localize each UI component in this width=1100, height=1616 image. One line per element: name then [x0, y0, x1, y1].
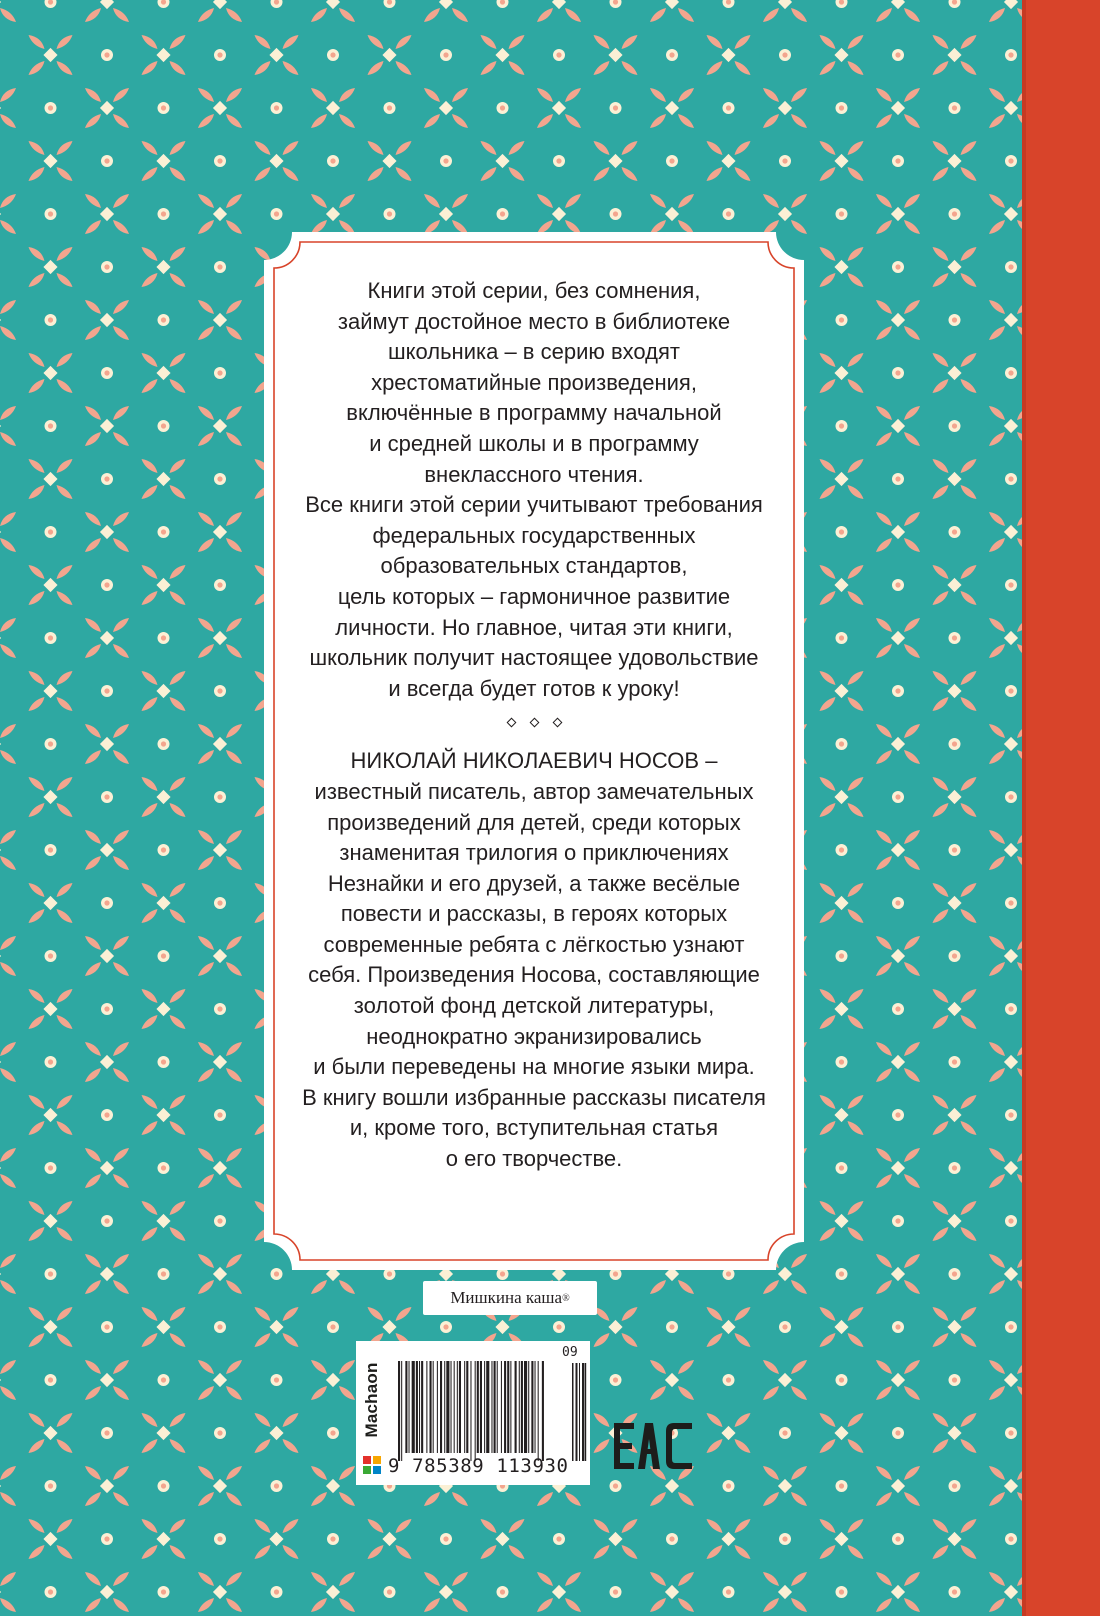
barcode-bar: [416, 1361, 418, 1453]
barcode-bar: [419, 1361, 420, 1453]
barcode-addon-bar: [585, 1363, 586, 1461]
barcode-bar: [507, 1361, 509, 1453]
barcode-addon-bar: [572, 1363, 574, 1461]
author-description-paragraph: НИКОЛАЙ НИКОЛАЕВИЧ НОСОВ – известный писатель, автор замечательных произведений для детей, среди которых знаменитая трилогия о приключениях Незнайки и его друзей, а также весёлые повести и рассказы, в героях которых современные ребята с лёгкостью узнают себя. Произведения Носова, составляющие золотой фонд детской литературы, неоднократно экранизировались и были переведены на многие языки мира.: [308, 748, 760, 1080]
barcode-bar: [446, 1361, 449, 1453]
eac-certification-icon: [612, 1421, 698, 1471]
barcode-bar: [477, 1361, 479, 1453]
barcode-bar: [433, 1361, 434, 1453]
barcode-addon-bar: [582, 1363, 585, 1461]
barcode-bar: [521, 1361, 523, 1453]
barcode-bar: [542, 1361, 544, 1461]
series-name: Мишкина каша: [450, 1288, 563, 1307]
barcode-bar: [466, 1361, 468, 1453]
barcode-bar: [497, 1361, 498, 1453]
barcode-addon-bar: [579, 1363, 580, 1461]
barcode-bar: [494, 1361, 496, 1453]
diamond-icon: [553, 718, 562, 727]
barcode-bar: [464, 1361, 465, 1453]
machaon-butterfly-icon: [362, 1455, 382, 1475]
barcode-addon-number: 09: [562, 1345, 578, 1360]
barcode-bar: [538, 1361, 539, 1461]
book-contents-paragraph: В книгу вошли избранные рассказы писателя и, кроме того, вступительная статья о его творчестве.: [302, 1084, 766, 1172]
barcode-bar: [444, 1361, 445, 1453]
series-label: [423, 1281, 597, 1315]
barcode-bar: [480, 1361, 482, 1453]
barcode-bar: [491, 1361, 492, 1453]
machaon-logo: [360, 1358, 384, 1448]
series-description-paragraph-2: Все книги этой серии учитывают требования федеральных государственных образовательных стандартов, цель которых – гармоничное развитие личности. Но главное, читая эти книги, школьник получит настоящее удовольствие и всегда будет готов к уроку!: [305, 492, 763, 701]
barcode-bar: [510, 1361, 511, 1453]
barcode-bar: [470, 1361, 471, 1461]
barcode-bar: [437, 1361, 438, 1453]
barcode-bar: [451, 1361, 452, 1453]
barcode-bar: [457, 1361, 458, 1453]
barcode-bar: [484, 1361, 485, 1453]
barcode-bar: [528, 1361, 529, 1453]
barcode-bar: [486, 1361, 489, 1453]
barcode-bar: [430, 1361, 432, 1453]
barcode-bar: [409, 1361, 410, 1453]
barcode-bar: [501, 1361, 502, 1453]
barcode-bar: [398, 1361, 400, 1461]
barcode-bar: [412, 1361, 415, 1453]
barcode-bar: [515, 1361, 517, 1453]
diamond-icon: [507, 718, 516, 727]
barcode-bar: [519, 1361, 520, 1453]
barcode-bar: [421, 1361, 423, 1453]
registered-mark: ®: [562, 1292, 570, 1304]
barcode-bar: [531, 1361, 533, 1453]
barcode-bar: [524, 1361, 527, 1453]
blurb-text: [294, 276, 774, 1175]
barcode-bar: [426, 1361, 427, 1453]
barcode-bar: [459, 1361, 461, 1453]
barcode-bar: [454, 1361, 455, 1453]
barcode-bar: [401, 1361, 402, 1461]
blurb-panel: [264, 232, 804, 1270]
section-divider: [294, 718, 774, 740]
barcode-bar: [504, 1361, 506, 1453]
barcode-bar: [535, 1361, 536, 1453]
diamond-icon: [530, 718, 539, 727]
barcode-bar: [475, 1361, 476, 1461]
isbn-number: 9 785389 113930: [388, 1455, 569, 1477]
book-spine-strip: [1026, 0, 1100, 1616]
barcode-bar: [405, 1361, 407, 1453]
series-description-paragraph-1: Книги этой серии, без сомнения, займут достойное место в библиотеке школьника – в серию входят хрестоматийные произведения, включённые в программу начальной и средней школы и в программу внеклассного чтения.: [337, 278, 731, 487]
publisher-logo-text: Machaon: [362, 1362, 381, 1438]
barcode-bar: [440, 1361, 442, 1453]
barcode-addon-bar: [576, 1363, 578, 1461]
